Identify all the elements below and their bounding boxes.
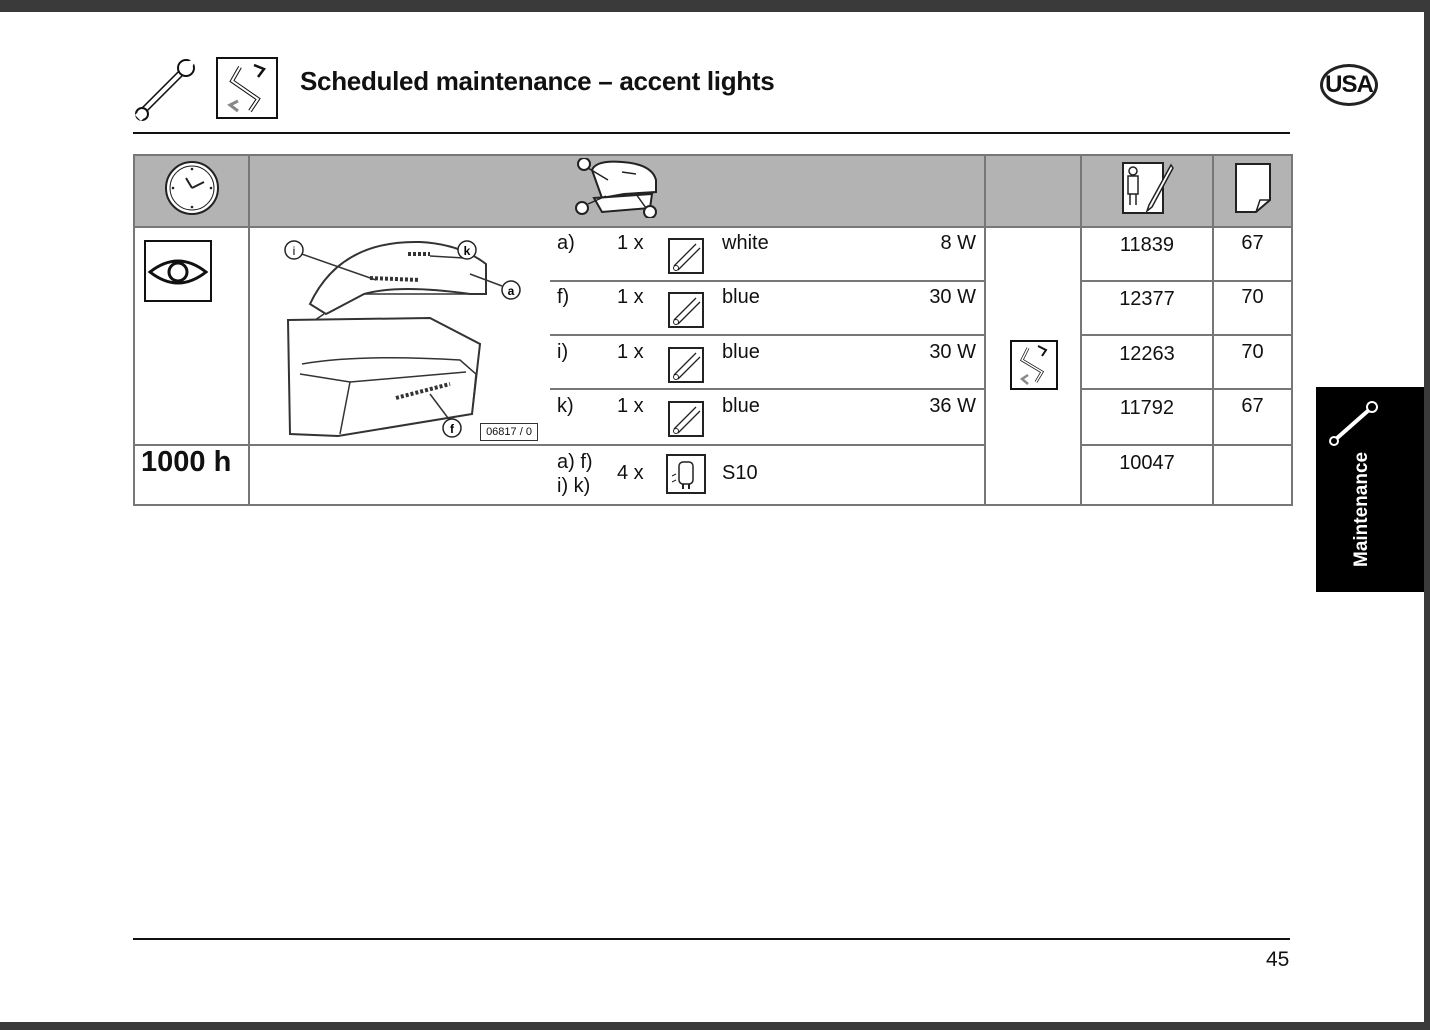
row-i-quantity: 1 x <box>617 341 644 363</box>
article-cell <box>1081 227 1213 505</box>
manual-page <box>0 12 1424 1022</box>
table-header-row <box>134 155 1292 227</box>
callout-f: f <box>450 422 454 436</box>
callout-i: i <box>292 244 296 258</box>
row-k-wattage: 36 W <box>929 395 976 417</box>
interval-cell <box>134 227 249 505</box>
action-cell <box>985 227 1081 505</box>
lamp-tube-icon <box>668 238 704 274</box>
article-number: 12377 <box>1119 288 1175 310</box>
service-technician-icon <box>1119 159 1175 217</box>
row-a-wattage: 8 W <box>940 232 976 254</box>
starter-icon <box>666 454 706 494</box>
page-reference: 70 <box>1241 286 1264 308</box>
header-page <box>1213 155 1292 227</box>
lamp-tube-icon <box>668 292 704 328</box>
section-tab-label: Maintenance <box>1351 451 1372 567</box>
maintenance-table <box>133 154 1293 506</box>
article-number: 12263 <box>1119 343 1175 365</box>
starter-type: S10 <box>722 462 758 484</box>
row-k-color: blue <box>722 395 760 417</box>
page-title: Scheduled maintenance – accent lights <box>300 66 775 96</box>
page-reference: 67 <box>1241 232 1264 254</box>
page-number: 45 <box>1266 948 1290 971</box>
header-service <box>1081 155 1213 227</box>
maintenance-section-tab[interactable] <box>1316 387 1424 592</box>
row-f-color: blue <box>722 286 760 308</box>
row-a-quantity: 1 x <box>617 232 644 254</box>
row-f-quantity: 1 x <box>617 286 644 308</box>
article-number: 10047 <box>1119 452 1175 474</box>
clock-icon <box>164 160 220 216</box>
article-number: 11839 <box>1119 234 1175 256</box>
page-reference: 67 <box>1241 395 1264 417</box>
inspect-eye-icon <box>144 240 212 302</box>
starter-position: a) f) i) k) <box>557 451 593 497</box>
header-action <box>985 155 1081 227</box>
figure-reference: 06817 / 0 <box>480 423 538 441</box>
replace-icon <box>1010 340 1058 390</box>
row-k-position: k) <box>557 395 574 417</box>
region-badge: USA <box>1320 64 1378 106</box>
row-a-color: white <box>722 232 769 254</box>
callout-a: a <box>507 284 515 298</box>
page-icon <box>1232 160 1274 216</box>
table-body-row <box>134 227 1292 505</box>
row-f-position: f) <box>557 286 570 308</box>
page-ref-cell <box>1213 227 1292 505</box>
wrench-icon <box>1326 399 1378 447</box>
row-f-wattage: 30 W <box>929 286 976 308</box>
row-k-quantity: 1 x <box>617 395 644 417</box>
article-number: 11792 <box>1119 397 1175 419</box>
footer-divider <box>133 938 1290 940</box>
lamp-replace-icon <box>216 57 278 119</box>
parts-cell <box>249 227 985 505</box>
row-i-wattage: 30 W <box>929 341 976 363</box>
row-a-position: a) <box>557 232 575 254</box>
row-i-color: blue <box>722 341 760 363</box>
callout-k: k <box>463 244 471 258</box>
header-interval <box>134 155 249 227</box>
header-divider <box>133 132 1290 134</box>
tanning-bed-illustration <box>280 234 540 444</box>
tanning-bed-icon <box>572 158 662 218</box>
row-i-position: i) <box>557 341 569 363</box>
lamp-tube-icon <box>668 401 704 437</box>
header-device <box>249 155 985 227</box>
lamp-tube-icon <box>668 347 704 383</box>
page-reference: 70 <box>1241 341 1264 363</box>
interval-value: 1000 h <box>141 446 232 478</box>
wrench-icon <box>134 58 198 122</box>
starter-quantity: 4 x <box>617 462 644 484</box>
